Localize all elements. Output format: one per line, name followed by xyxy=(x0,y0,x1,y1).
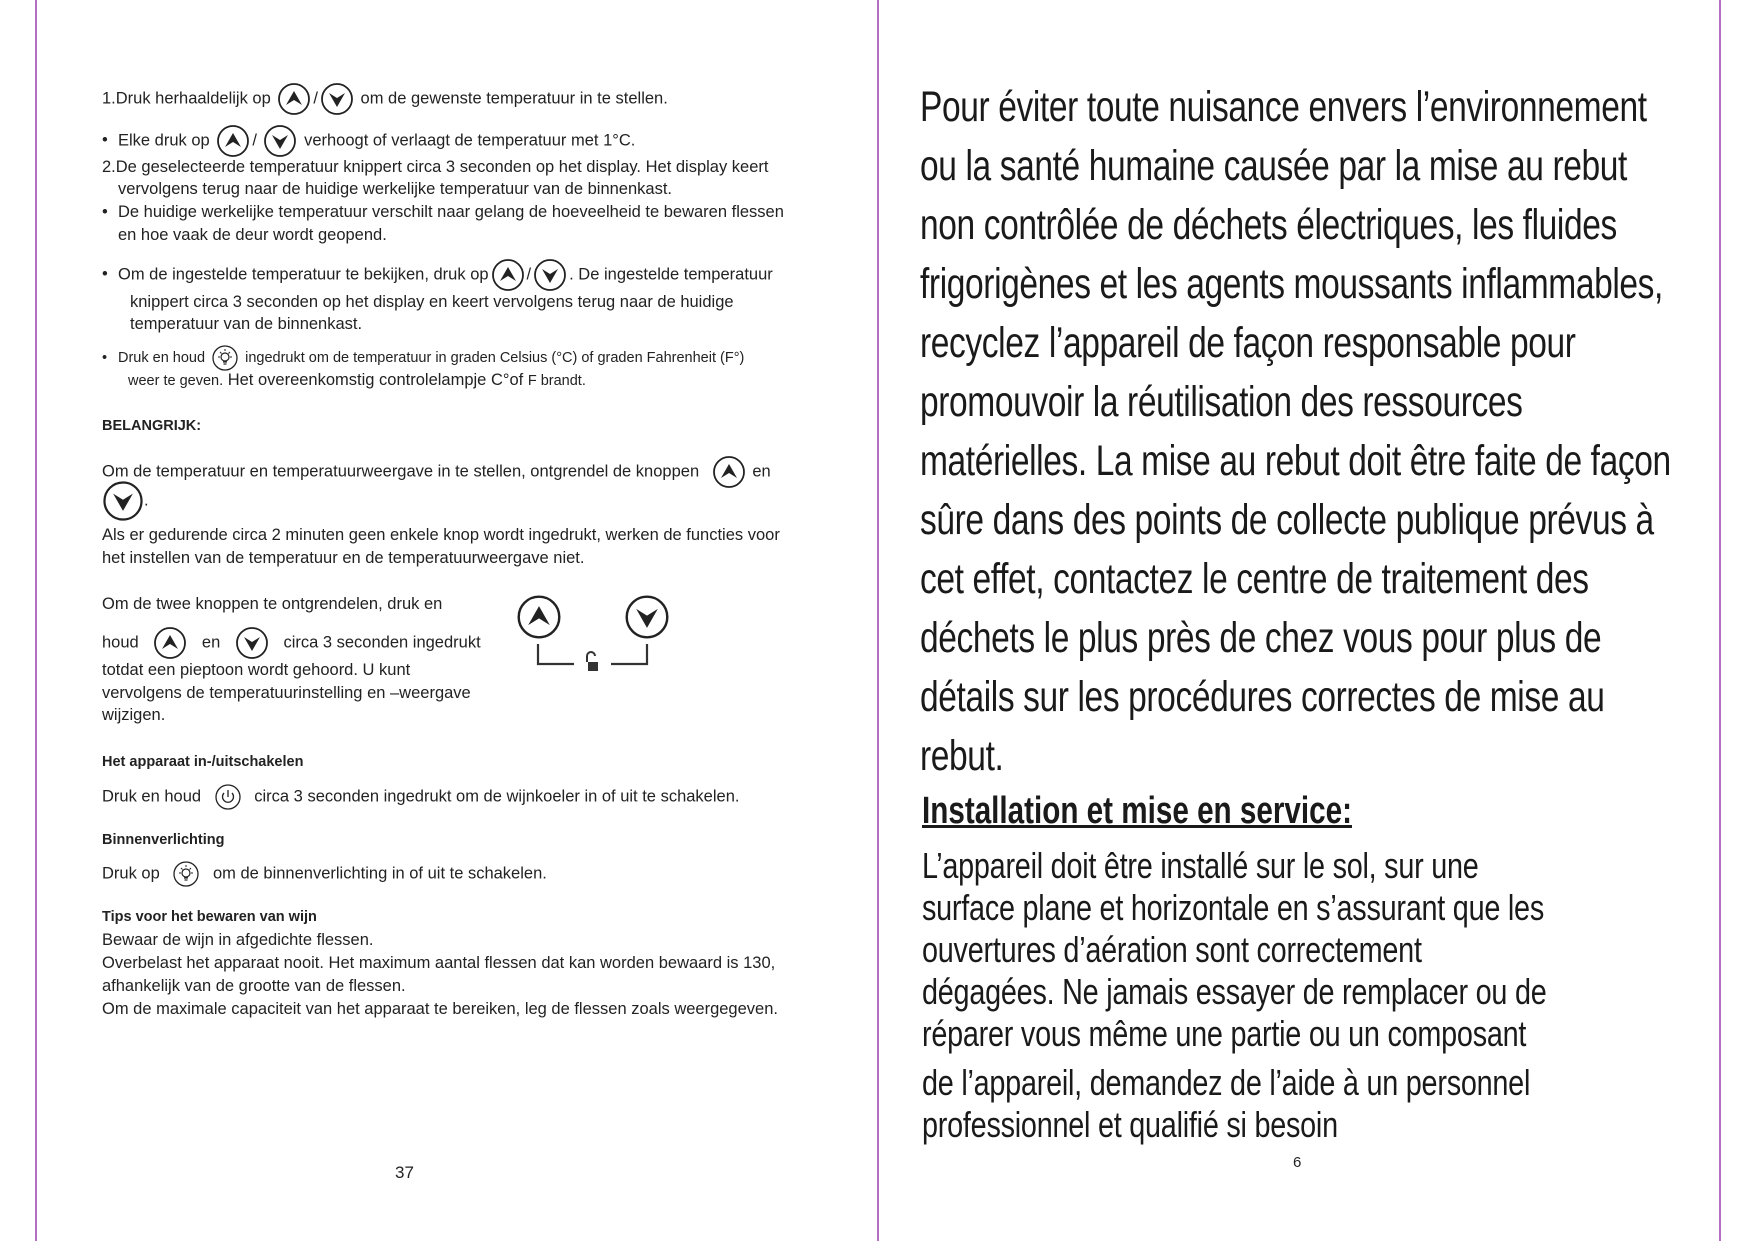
up-arrow-icon xyxy=(277,82,311,116)
down-arrow-icon xyxy=(320,82,354,116)
bullet-actual-line1: • De huidige werkelijke temperatuur verschilt naar gelang de hoeveelheid te bewaren flessen xyxy=(102,203,784,221)
step2-line2: vervolgens terug naar de huidige werkelijke temperatuur van de binnenkast. xyxy=(118,180,672,198)
install-line: dégagées. Ne jamais essayer de remplacer ou de xyxy=(922,971,1547,1012)
paragraph-line: promouvoir la réutilisation des ressources xyxy=(920,378,1523,426)
power-icon xyxy=(214,783,242,811)
paragraph-line: détails sur les procédures correctes de mise au xyxy=(920,673,1605,721)
up-arrow-icon xyxy=(216,124,250,158)
tips-line: afhankelijk van de grootte van de flessen. xyxy=(102,977,406,995)
bullet-view-line3: temperatuur van de binnenkast. xyxy=(130,315,363,333)
bullet-press-line: • Elke druk op / verhoogt of verlaagt de temperatuur met 1°C. xyxy=(102,124,635,158)
lock-icon xyxy=(587,652,598,671)
power-text: Druk en houd circa 3 seconden ingedrukt om de wijnkoeler in of uit te schakelen. xyxy=(102,783,739,811)
paragraph-line: frigorigènes et les agents moussants inflammables, xyxy=(920,260,1663,308)
down-arrow-icon xyxy=(263,124,297,158)
right-page xyxy=(880,0,1718,1241)
paragraph-line: recyclez l’appareil de façon responsable pour xyxy=(920,319,1576,367)
tips-line: Bewaar de wijn in afgedichte flessen. xyxy=(102,931,374,949)
paragraph-line: déchets le plus près de chez vous pour plus de xyxy=(920,614,1602,662)
page-number-left: 37 xyxy=(395,1163,414,1182)
page-border-right xyxy=(1719,0,1721,1241)
down-arrow-icon xyxy=(533,258,567,292)
install-line: réparer vous même une partie ou un composant xyxy=(922,1013,1527,1054)
install-line: L’appareil doit être installé sur le sol, sur une xyxy=(922,845,1479,886)
bullet-unit-line2: weer te geven. Het overeenkomstig controlelampje C°of F brandt. xyxy=(128,371,586,389)
tips-line: Overbelast het apparaat nooit. Het maximum aantal flessen dat kan worden bewaard is 130, xyxy=(102,954,776,972)
paragraph-line: matérielles. La mise au rebut doit être faite de façon xyxy=(920,437,1671,485)
important-heading: BELANGRIJK: xyxy=(102,418,202,434)
paragraph-line: non contrôlée de déchets électriques, les fluides xyxy=(920,201,1617,249)
light-icon xyxy=(211,344,239,372)
unlock-diagram xyxy=(514,592,684,697)
light-icon xyxy=(172,860,200,888)
unlock-line5: wijzigen. xyxy=(102,706,166,724)
unlock-line4: vervolgens de temperatuurinstelling en –weergave xyxy=(102,684,471,702)
up-arrow-icon xyxy=(712,455,746,489)
bullet-view-line2: knippert circa 3 seconden op het display en keert vervolgens terug naar de huidige xyxy=(130,293,734,311)
inactivity-line2: het instellen van de temperatuur en de temperatuurweergave niet. xyxy=(102,549,585,567)
power-heading: Het apparaat in-/uitschakelen xyxy=(102,754,304,770)
install-line: surface plane et horizontale en s’assurant que les xyxy=(922,887,1544,928)
unlock-line3: totdat een pieptoon wordt gehoord. U kunt xyxy=(102,661,411,679)
bullet-unit-line1: • Druk en houd ingedrukt om de temperatuur in graden Celsius (°C) of graden Fahrenheit (F°) xyxy=(102,344,744,372)
paragraph-line: cet effet, contactez le centre de traitement des xyxy=(920,555,1589,603)
up-arrow-icon xyxy=(491,258,525,292)
inactivity-line1: Als er gedurende circa 2 minuten geen enkele knop wordt ingedrukt, werken de functies voor xyxy=(102,526,780,544)
install-line: de l’appareil, demandez de l’aide à un personnel xyxy=(922,1062,1531,1103)
page-number-right: 6 xyxy=(1293,1154,1302,1171)
paragraph-line: rebut. xyxy=(920,732,1004,780)
bullet-actual-line2: en hoe vaak de deur wordt geopend. xyxy=(118,226,387,244)
light-heading: Binnenverlichting xyxy=(102,832,225,848)
paragraph-line: ou la santé humaine causée par la mise au rebut xyxy=(920,142,1627,190)
unlock-diagram-down-icon xyxy=(627,597,668,638)
install-line: professionnel et qualifié si besoin xyxy=(922,1104,1338,1145)
tips-line: Om de maximale capaciteit van het apparaat te bereiken, leg de flessen zoals weergegeven. xyxy=(102,1000,778,1018)
down-arrow-icon xyxy=(235,626,269,660)
bullet-view-line1: • Om de ingestelde temperatuur te bekijken, druk op / . De ingestelde temperatuur xyxy=(102,258,773,292)
paragraph-line: Pour éviter toute nuisance envers l’environnement xyxy=(920,83,1647,131)
light-text: Druk op om de binnenverlichting in of uit te schakelen. xyxy=(102,860,547,888)
page-divider xyxy=(877,0,879,1241)
unlock-line2: houd en circa 3 seconden ingedrukt xyxy=(102,626,481,660)
unlock-diagram-up-icon xyxy=(519,597,560,638)
step2-line1: 2.De geselecteerde temperatuur knippert circa 3 seconden op het display. Het display keert xyxy=(102,158,769,176)
tips-heading: Tips voor het bewaren van wijn xyxy=(102,909,317,925)
important-text-line2: . xyxy=(102,480,149,522)
installation-heading: Installation et mise en service: xyxy=(922,790,1352,832)
step1-line: 1.Druk herhaaldelijk op / om de gewenste temperatuur in te stellen. xyxy=(102,82,668,116)
paragraph-line: sûre dans des points de collecte publique prévus à xyxy=(920,496,1654,544)
important-text-line1: Om de temperatuur en temperatuurweergave in te stellen, ontgrendel de knoppen en xyxy=(102,455,771,489)
left-page xyxy=(36,0,876,1241)
down-arrow-icon xyxy=(102,480,144,522)
install-line: ouvertures d’aération sont correctement xyxy=(922,929,1422,970)
unlock-line1: Om de twee knoppen te ontgrendelen, druk en xyxy=(102,595,443,613)
up-arrow-icon xyxy=(153,626,187,660)
